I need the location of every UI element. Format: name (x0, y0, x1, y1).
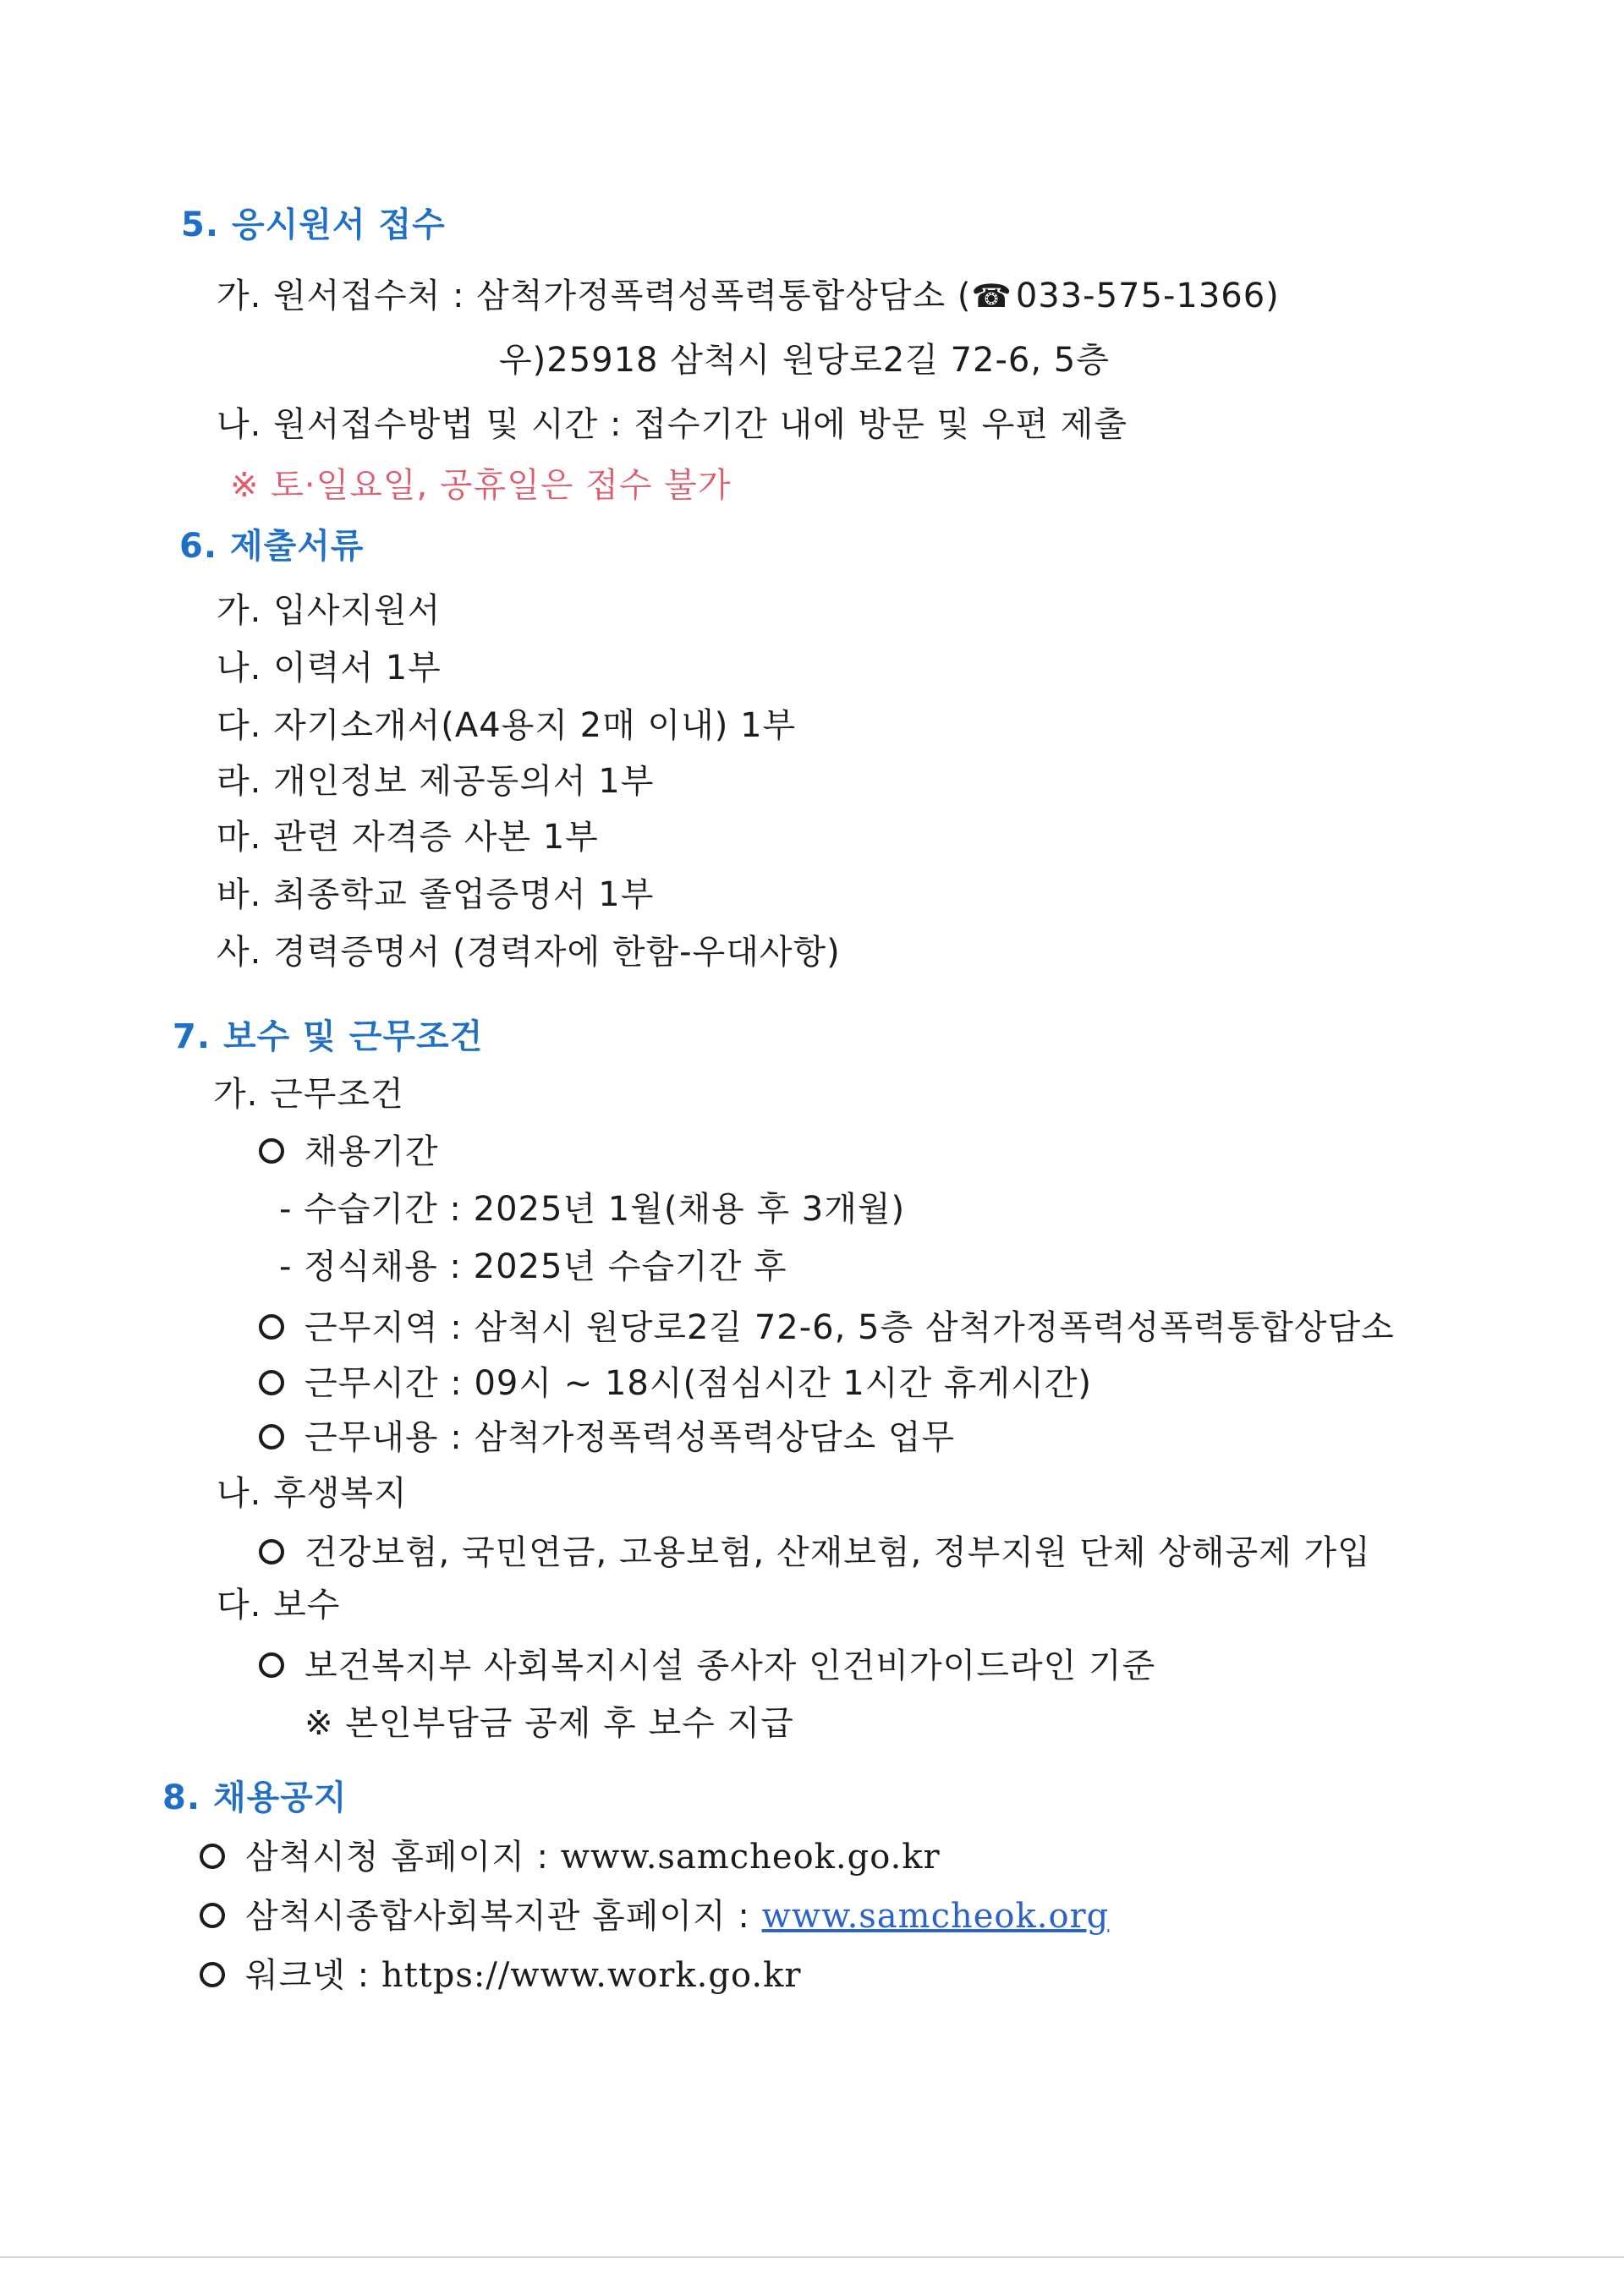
circle-bullet-icon (259, 1138, 284, 1164)
application-office-address: 우)25918 삼척시 원당로2길 72-6, 5층 (499, 341, 1110, 380)
document-item: 바. 최종학교 졸업증명서 1부 (217, 875, 655, 914)
notice-label: 삼척시종합사회복지관 홈페이지 : (245, 1897, 762, 1936)
document-item: 가. 입사지원서 (217, 591, 442, 630)
salary-heading: 다. 보수 (217, 1586, 341, 1625)
welfare-heading: 나. 후생복지 (217, 1474, 408, 1513)
welfare-center-link[interactable]: www.samcheok.org (761, 1897, 1110, 1936)
work-area-text: 근무지역 : 삼척시 원당로2길 72-6, 5층 삼척가정폭력성폭력통합상담소 (304, 1308, 1395, 1347)
probation-period-line: - 수습기간 : 2025년 1월(채용 후 3개월) (279, 1190, 906, 1229)
page-bottom-divider (0, 2256, 1624, 2258)
full-employment-line: - 정식채용 : 2025년 수습기간 후 (279, 1247, 787, 1286)
application-office-label: 가. 원서접수처 : 삼척가정폭력성폭력통합상담소 ( (217, 277, 972, 315)
circle-bullet-icon (259, 1539, 284, 1564)
circle-bullet-icon (200, 1844, 225, 1869)
employment-period-line (259, 1130, 439, 1174)
application-office-line (217, 274, 1280, 318)
notice-line-city (200, 1835, 941, 1879)
section-7-title: 7. 보수 및 근무조건 (173, 1017, 484, 1056)
notice-line-worknet (200, 1954, 801, 1997)
section-5-title: 5. 응시원서 접수 (181, 205, 446, 244)
work-duty-line (259, 1416, 955, 1460)
circle-bullet-icon (259, 1314, 284, 1340)
welfare-line (259, 1531, 1371, 1575)
document-item: 나. 이력서 1부 (217, 649, 442, 688)
application-method-line: 나. 원서접수방법 및 시간 : 접수기간 내에 방문 및 우편 제출 (217, 405, 1128, 444)
work-hours-line (259, 1362, 1092, 1406)
work-area-line (259, 1306, 1395, 1350)
notice-line-welfare-center (200, 1894, 1109, 1938)
phone-icon: ☎ (971, 277, 1012, 315)
worknet-url: https://www.work.go.kr (381, 1956, 802, 1995)
document-item: 라. 개인정보 제공동의서 1부 (217, 762, 655, 801)
work-hours-text: 근무시간 : 09시 ~ 18시(점심시간 1시간 휴게시간) (304, 1364, 1092, 1403)
work-conditions-heading: 가. 근무조건 (213, 1075, 404, 1114)
application-office-phone: 033-575-1366) (1015, 277, 1280, 315)
notice-label: 삼척시청 홈페이지 : (245, 1838, 561, 1877)
circle-bullet-icon (259, 1652, 284, 1678)
document-item: 마. 관련 자격증 사본 1부 (217, 818, 599, 857)
application-closed-note: ※ 토·일요일, 공휴일은 접수 불가 (230, 466, 732, 505)
city-homepage-url: www.samcheok.go.kr (560, 1838, 941, 1877)
circle-bullet-icon (200, 1903, 225, 1928)
circle-bullet-icon (200, 1962, 225, 1987)
notice-label: 워크넷 : (245, 1956, 381, 1995)
document-item: 다. 자기소개서(A4용지 2매 이내) 1부 (217, 706, 797, 745)
salary-text: 보건복지부 사회복지시설 종사자 인건비가이드라인 기준 (304, 1647, 1156, 1685)
circle-bullet-icon (259, 1370, 284, 1395)
circle-bullet-icon (259, 1424, 284, 1449)
employment-period-label: 채용기간 (304, 1132, 439, 1171)
work-duty-text: 근무내용 : 삼척가정폭력성폭력상담소 업무 (304, 1418, 956, 1457)
salary-line (259, 1644, 1155, 1688)
section-6-title: 6. 제출서류 (179, 527, 365, 566)
salary-note: ※ 본인부담금 공제 후 보수 지급 (304, 1704, 794, 1743)
welfare-text: 건강보험, 국민연금, 고용보험, 산재보험, 정부지원 단체 상해공제 가입 (304, 1533, 1371, 1572)
document-item: 사. 경력증명서 (경력자에 한함-우대사항) (217, 933, 841, 972)
section-8-title: 8. 채용공지 (162, 1778, 348, 1817)
